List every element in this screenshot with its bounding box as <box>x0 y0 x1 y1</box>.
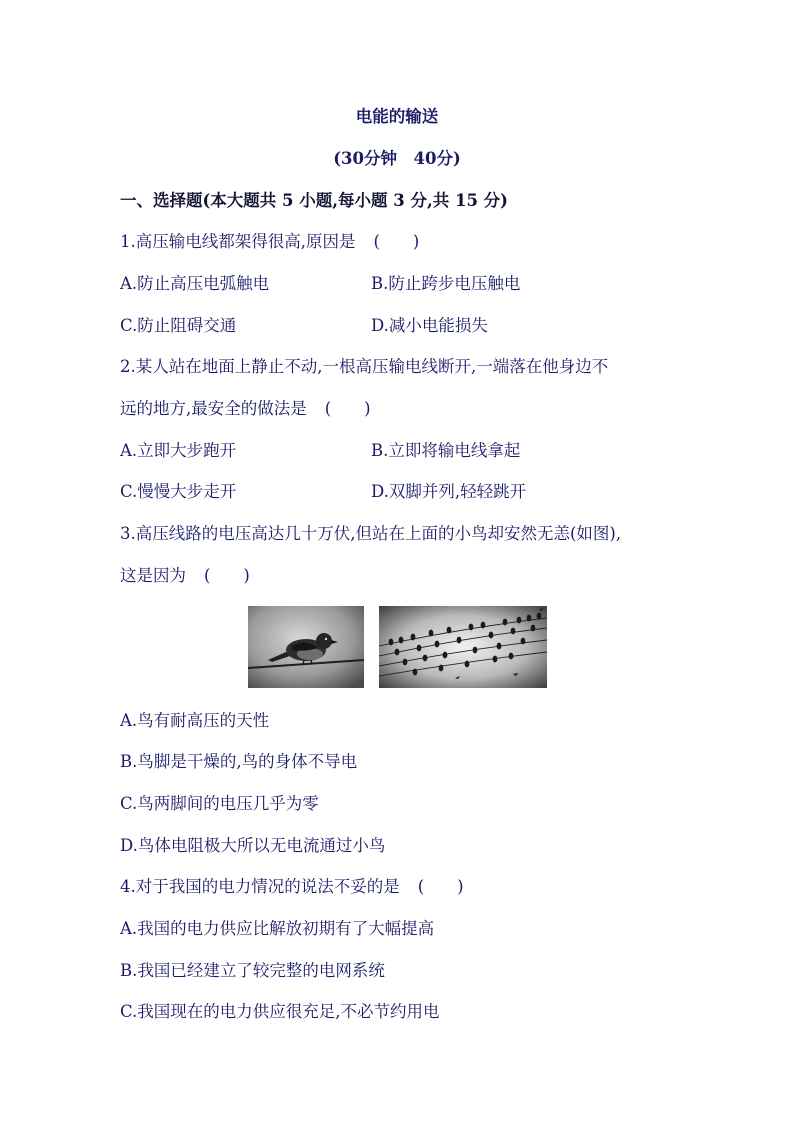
question-4-option-a: A.我国的电力供应比解放初期有了大幅提高 <box>120 919 435 938</box>
question-1-option-c: C.防止阻碍交通 <box>120 316 237 335</box>
question-2-stem-line-2 <box>120 399 371 419</box>
birds-on-wires-photo <box>379 606 547 688</box>
question-2-option-d: D.双脚并列,轻轻跳开 <box>371 482 527 501</box>
question-4-option-b: B.我国已经建立了较完整的电网系统 <box>120 961 385 980</box>
question-1-option-a: A.防止高压电弧触电 <box>120 274 270 293</box>
question-2-option-a: A.立即大步跑开 <box>120 441 237 460</box>
question-1-text: 1.高压输电线都架得很高,原因是 <box>120 232 356 251</box>
question-3-stem-line-2 <box>120 566 250 586</box>
question-2-option-b: B.立即将输电线拿起 <box>371 441 521 460</box>
answer-bracket: ( ) <box>373 232 420 251</box>
answer-bracket: ( ) <box>324 399 371 418</box>
question-3-option-b: B.鸟脚是干燥的,鸟的身体不导电 <box>120 752 358 771</box>
question-3-option-a: A.鸟有耐高压的天性 <box>120 711 270 730</box>
question-2-stem-line-1: 2.某人站在地面上静止不动,一根高压输电线断开,一端落在他身边不 <box>120 357 609 376</box>
answer-bracket: ( ) <box>417 877 464 896</box>
question-4-option-c: C.我国现在的电力供应很充足,不必节约用电 <box>120 1002 440 1021</box>
answer-bracket: ( ) <box>204 566 250 585</box>
question-3-option-d: D.鸟体电阻极大所以无电流通过小鸟 <box>120 836 386 855</box>
bird-on-wire-photo <box>248 606 364 688</box>
question-2-text: 远的地方,最安全的做法是 <box>120 399 307 418</box>
question-3-text: 这是因为 <box>120 566 186 585</box>
page-title: 电能的输送 <box>355 107 439 126</box>
question-4-stem <box>120 877 464 897</box>
question-4-text: 4.对于我国的电力情况的说法不妥的是 <box>120 877 400 896</box>
question-3-stem-line-1: 3.高压线路的电压高达几十万伏,但站在上面的小鸟却安然无恙(如图), <box>120 524 622 543</box>
question-1-option-d: D.减小电能损失 <box>371 316 488 335</box>
question-1-option-b: B.防止跨步电压触电 <box>371 274 521 293</box>
question-1-stem <box>120 232 419 252</box>
question-3-option-c: C.鸟两脚间的电压几乎为零 <box>120 794 319 813</box>
question-2-option-c: C.慢慢大步走开 <box>120 482 237 501</box>
section-heading: 一、选择题(本大题共 5 小题,每小题 3 分,共 15 分) <box>120 191 508 210</box>
page-subtitle: (30分钟 40分) <box>333 149 461 168</box>
